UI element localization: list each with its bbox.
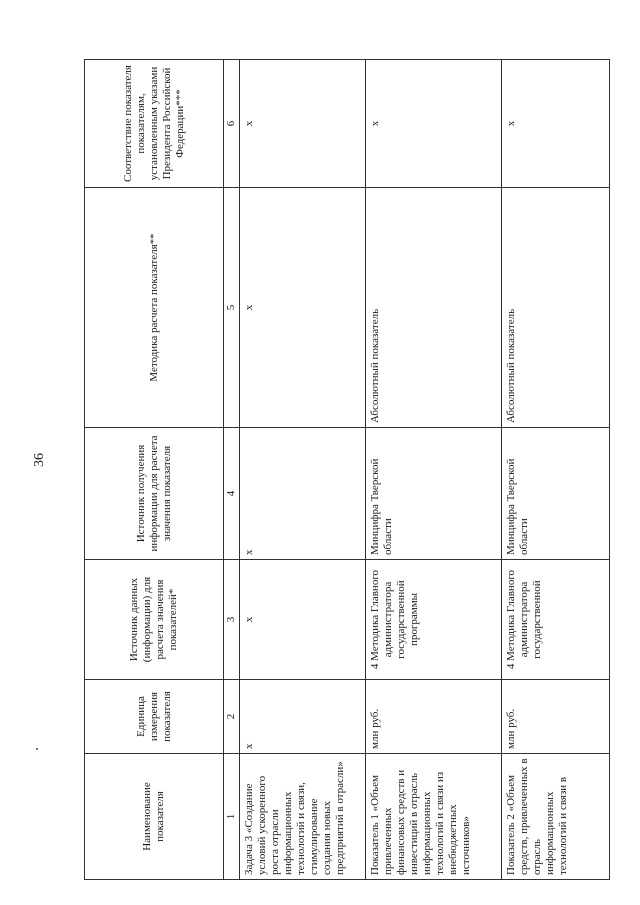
indicator-method: Абсолютный показатель: [366, 188, 502, 428]
table-area: [84, 60, 584, 880]
header-method: Методика расчета показателя**: [85, 188, 224, 428]
indicator-data-source: х: [240, 560, 366, 680]
column-number: 6: [224, 60, 240, 188]
indicator-name: Показатель 1 «Объем привлеченных финансовых средств и инвестиций в отрасль информационных технологий и связи из внебюджетных источников»: [366, 754, 502, 880]
header-compliance: Соответствие показателя показателям, установленным указами Президента Российской Федерации***: [85, 60, 224, 188]
column-number: 3: [224, 560, 240, 680]
table-row: [366, 60, 502, 880]
indicator-info-source: Минцифра Тверской области: [366, 428, 502, 560]
page-number: 36: [32, 453, 47, 467]
column-number: 1: [224, 754, 240, 880]
column-number: 5: [224, 188, 240, 428]
header-indicator-name: Наименование показателя: [85, 754, 224, 880]
indicator-method: х: [240, 188, 366, 428]
indicator-info-source: Минцифра Тверской области: [502, 428, 610, 560]
indicator-unit: млн руб.: [502, 680, 610, 754]
indicator-name: Задача 3 «Создание условий ускоренного роста отрасли информационных технологий и связи, стимулирование создания новых предприятий в отрасли»: [240, 754, 366, 880]
header-info-source: Источник получения информации для расчета значения показателя: [85, 428, 224, 560]
scan-speck: [36, 748, 38, 750]
indicator-compliance: х: [366, 60, 502, 188]
indicators-table: [84, 59, 610, 880]
table-row: [502, 60, 610, 880]
indicator-compliance: х: [240, 60, 366, 188]
column-number-row: [224, 60, 240, 880]
indicator-method: Абсолютный показатель: [502, 188, 610, 428]
table-header-row: [85, 60, 224, 880]
indicator-name: Показатель 2 «Объем средств, привлеченных в отрасль информационных технологий и связи в: [502, 754, 610, 880]
indicator-data-source: 4 Методика Главного администратора государственной программы: [366, 560, 502, 680]
header-data-source: Источник данных (информации) для расчета значения показателей*: [85, 560, 224, 680]
table-row: [240, 60, 366, 880]
indicator-unit: млн руб.: [366, 680, 502, 754]
indicator-data-source: 4 Методика Главного администратора государственной: [502, 560, 610, 680]
column-number: 4: [224, 428, 240, 560]
indicator-info-source: х: [240, 428, 366, 560]
indicator-compliance: х: [502, 60, 610, 188]
column-number: 2: [224, 680, 240, 754]
rotated-table-container: [84, 60, 584, 880]
header-unit: Единица измерения показателя: [85, 680, 224, 754]
indicator-unit: х: [240, 680, 366, 754]
